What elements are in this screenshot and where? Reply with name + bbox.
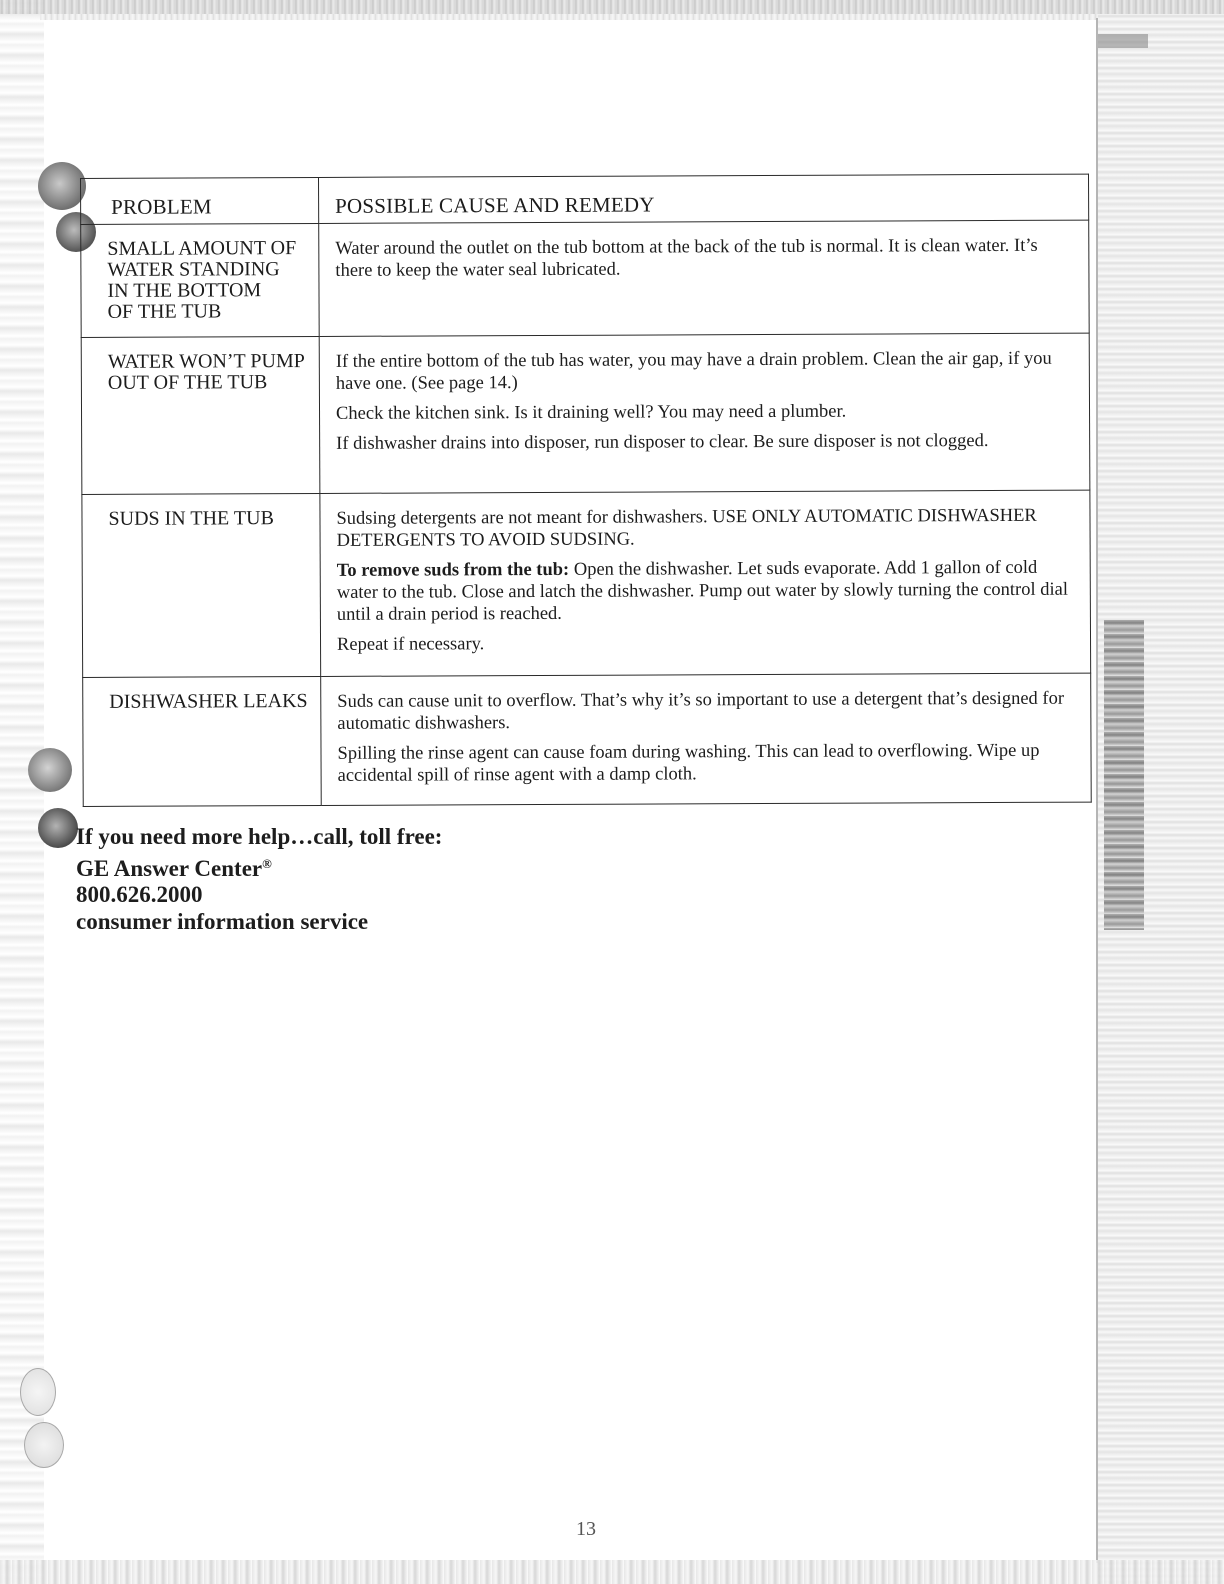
punch-hole-icon xyxy=(24,1422,64,1468)
scan-right-dark-band xyxy=(1104,620,1144,930)
punch-hole-icon xyxy=(28,748,72,792)
remedy-bold-lead: To remove suds from the tub: xyxy=(336,559,570,581)
answer-center-name: GE Answer Center xyxy=(76,855,263,881)
problem-line: SUDS IN THE TUB xyxy=(108,507,274,530)
remedy-paragraph: Check the kitchen sink. Is it draining well? You may need a plumber. xyxy=(335,401,847,424)
remedy-text: Open the dishwasher. Let suds evaporate. Add 1 gallon of cold water to the tub. Close and latch the dishwasher. Pump out water by slowly turning the control dial until a drain period is reached. xyxy=(336,557,1068,625)
table-row xyxy=(81,220,1089,337)
scan-right-strip xyxy=(1098,34,1148,48)
problem-cell xyxy=(81,223,319,337)
scan-top-edge xyxy=(0,0,1224,14)
remedy-paragraph: Suds can cause unit to overflow. That’s why it’s so important to use a detergent that’s designed for automatic dishwashers. xyxy=(337,688,1065,734)
problem-line: DISHWASHER LEAKS xyxy=(109,690,308,713)
phone-number: 800.626.2000 xyxy=(76,882,203,907)
problem-line: WATER STANDING xyxy=(107,258,280,281)
remedy-column-header: POSSIBLE CAUSE AND REMEDY xyxy=(318,174,1088,223)
problem-cell xyxy=(81,336,320,494)
remedy-cell xyxy=(320,490,1091,676)
punch-hole-icon xyxy=(38,162,86,210)
answer-center-line xyxy=(76,851,442,883)
remedy-paragraph: If dishwasher drains into disposer, run disposer to clear. Be sure disposer is not clogged. xyxy=(336,431,989,454)
problem-column-header: PROBLEM xyxy=(81,177,319,224)
remedy-paragraph: Water around the outlet on the tub bottom at the back of the tub is normal. It is clean water. It’s there to keep the water seal lubricated. xyxy=(335,235,1038,281)
scan-left-margin xyxy=(0,0,44,1584)
problem-line: WATER WON’T PUMP xyxy=(107,350,305,373)
table-row xyxy=(81,333,1090,494)
help-contact-block xyxy=(76,824,442,935)
registered-mark: ® xyxy=(262,855,272,871)
remedy-cell xyxy=(319,333,1090,493)
remedy-paragraph: Sudsing detergents are not meant for dishwashers. USE ONLY AUTOMATIC DISHWASHER DETERGENTS TO AVOID SUDSING. xyxy=(336,505,1037,551)
scan-top-shadow xyxy=(40,14,1100,20)
service-label: consumer information service xyxy=(76,908,369,934)
problem-line: OUT OF THE TUB xyxy=(107,371,268,394)
punch-hole-icon xyxy=(20,1368,56,1416)
remedy-paragraph: If the entire bottom of the tub has water, you may have a drain problem. Clean the air gap, if you have one. (See page 14.) xyxy=(335,348,1052,394)
remedy-cell xyxy=(319,220,1089,336)
table-row xyxy=(83,673,1092,806)
page-edge-line xyxy=(1096,18,1098,1563)
table-header-row xyxy=(81,174,1089,224)
remedy-paragraph xyxy=(337,557,1074,626)
table-row xyxy=(82,490,1091,677)
page-number: 13 xyxy=(576,1518,596,1540)
problem-line: OF THE TUB xyxy=(107,300,222,323)
troubleshooting-table xyxy=(80,174,1092,807)
problem-line: SMALL AMOUNT OF xyxy=(107,237,297,260)
problem-cell xyxy=(83,676,322,806)
remedy-cell xyxy=(321,673,1092,805)
problem-line: IN THE BOTTOM xyxy=(107,279,262,302)
help-heading: If you need more help…call, toll free: xyxy=(76,824,443,849)
scan-bottom-edge xyxy=(0,1560,1224,1584)
punch-hole-icon xyxy=(38,808,78,848)
remedy-paragraph: Spilling the rinse agent can cause foam during washing. This can lead to overflowing. Wipe up accidental spill of rinse agent with a damp cloth. xyxy=(337,740,1040,786)
remedy-paragraph: Repeat if necessary. xyxy=(336,634,485,655)
problem-cell xyxy=(82,493,321,677)
